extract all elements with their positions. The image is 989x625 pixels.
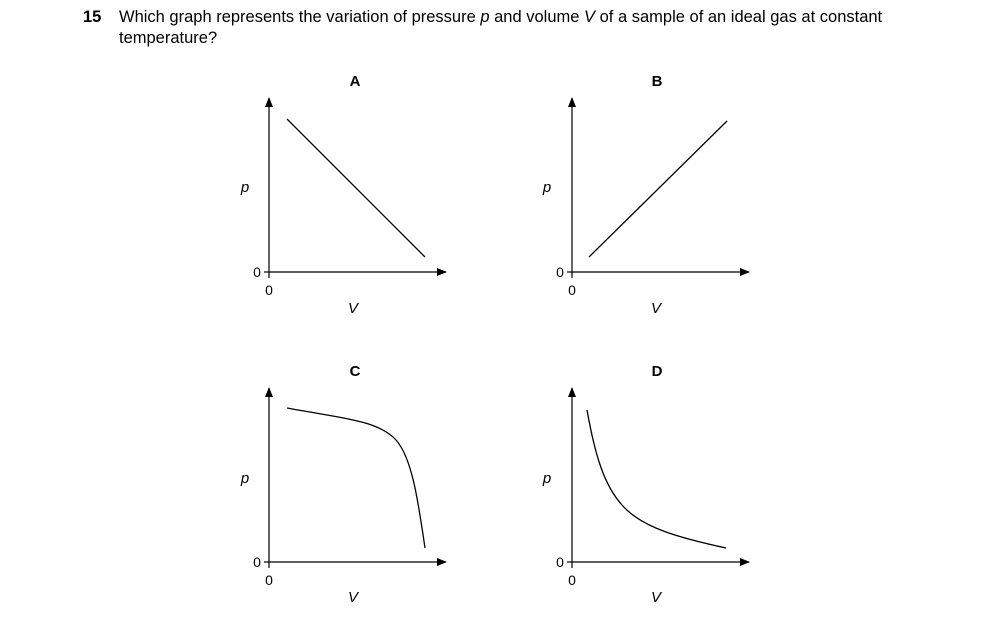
origin-y-label-c: 0 — [253, 554, 261, 570]
option-label-d: D — [651, 363, 663, 380]
question-text-part2: and volume — [489, 8, 585, 26]
origin-x-label-c: 0 — [265, 572, 273, 588]
y-axis-label-d: p — [542, 470, 552, 487]
graph-b — [542, 73, 749, 317]
question-text-part3: of a sample of an ideal gas at constant temperature? — [119, 8, 883, 47]
option-label-a: A — [349, 73, 361, 90]
origin-y-label-d: 0 — [556, 554, 564, 570]
curve-d — [587, 410, 726, 548]
x-axis-label-b: V — [650, 300, 662, 317]
y-axis-label-b: p — [542, 179, 552, 196]
option-label-b: B — [651, 73, 663, 90]
origin-y-label-b: 0 — [556, 264, 564, 280]
curve-b — [589, 121, 727, 257]
origin-x-label-b: 0 — [568, 282, 576, 298]
question-text-part1: Which graph represents the variation of pressure — [119, 8, 481, 26]
option-label-c: C — [349, 363, 361, 380]
x-axis-label-d: V — [650, 589, 662, 606]
graph-c — [240, 363, 446, 606]
origin-y-label-a: 0 — [253, 264, 261, 280]
x-axis-label-a: V — [347, 300, 359, 317]
y-axis-label-c: p — [240, 470, 250, 487]
question-var-v: V — [584, 8, 596, 26]
origin-x-label-a: 0 — [265, 282, 273, 298]
graph-a — [240, 73, 446, 317]
y-axis-label-a: p — [240, 179, 250, 196]
x-axis-label-c: V — [347, 589, 359, 606]
question-var-p: p — [480, 8, 490, 26]
curve-c — [287, 408, 425, 548]
graph-d — [542, 363, 749, 606]
question-number: 15 — [83, 8, 102, 26]
origin-x-label-d: 0 — [568, 572, 576, 588]
curve-a — [287, 119, 425, 257]
